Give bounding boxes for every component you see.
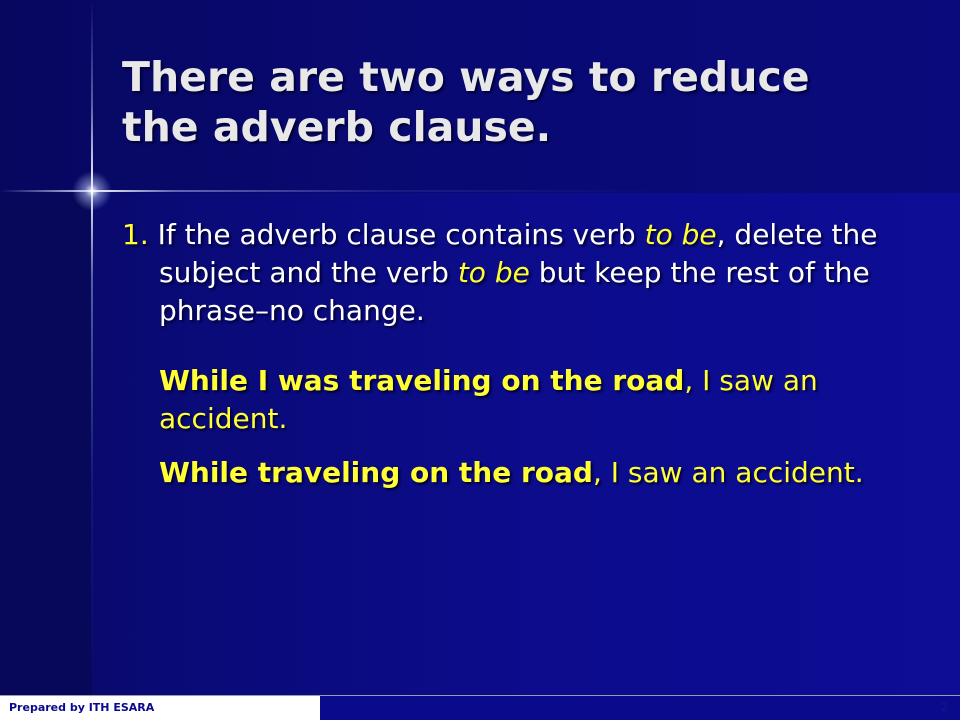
slide-title <box>122 52 922 152</box>
example-2-rest: , I saw an accident. <box>592 456 864 489</box>
horizontal-accent-line <box>0 190 960 192</box>
point-1-text-c: but keep the rest of the phrase–no change. <box>159 256 870 327</box>
footer-bar <box>320 696 960 720</box>
point-1 <box>122 216 947 330</box>
point-1-text-b: , delete the subject and the verb <box>159 218 878 289</box>
point-1-number: 1. <box>122 218 149 251</box>
title-line-2: the adverb clause. <box>122 103 552 151</box>
example-1 <box>122 362 947 438</box>
example-2 <box>122 454 947 492</box>
point-1-emphasis-b: to be <box>457 256 530 289</box>
sparkle-highlight <box>72 171 112 211</box>
slide-body <box>122 216 947 492</box>
point-1-text-a: If the adverb clause contains verb <box>148 218 645 251</box>
page-number: 2 <box>941 701 948 714</box>
point-1-emphasis-a: to be <box>644 218 717 251</box>
vertical-accent-line <box>91 0 93 695</box>
title-line-1: There are two ways to reduce <box>122 53 810 101</box>
footer-credit: Prepared by ITH ESARA <box>9 701 155 714</box>
example-1-rest: , I saw an accident. <box>159 364 818 435</box>
example-2-bold: While traveling on the road <box>159 456 593 489</box>
example-1-bold: While I was traveling on the road <box>159 364 685 397</box>
